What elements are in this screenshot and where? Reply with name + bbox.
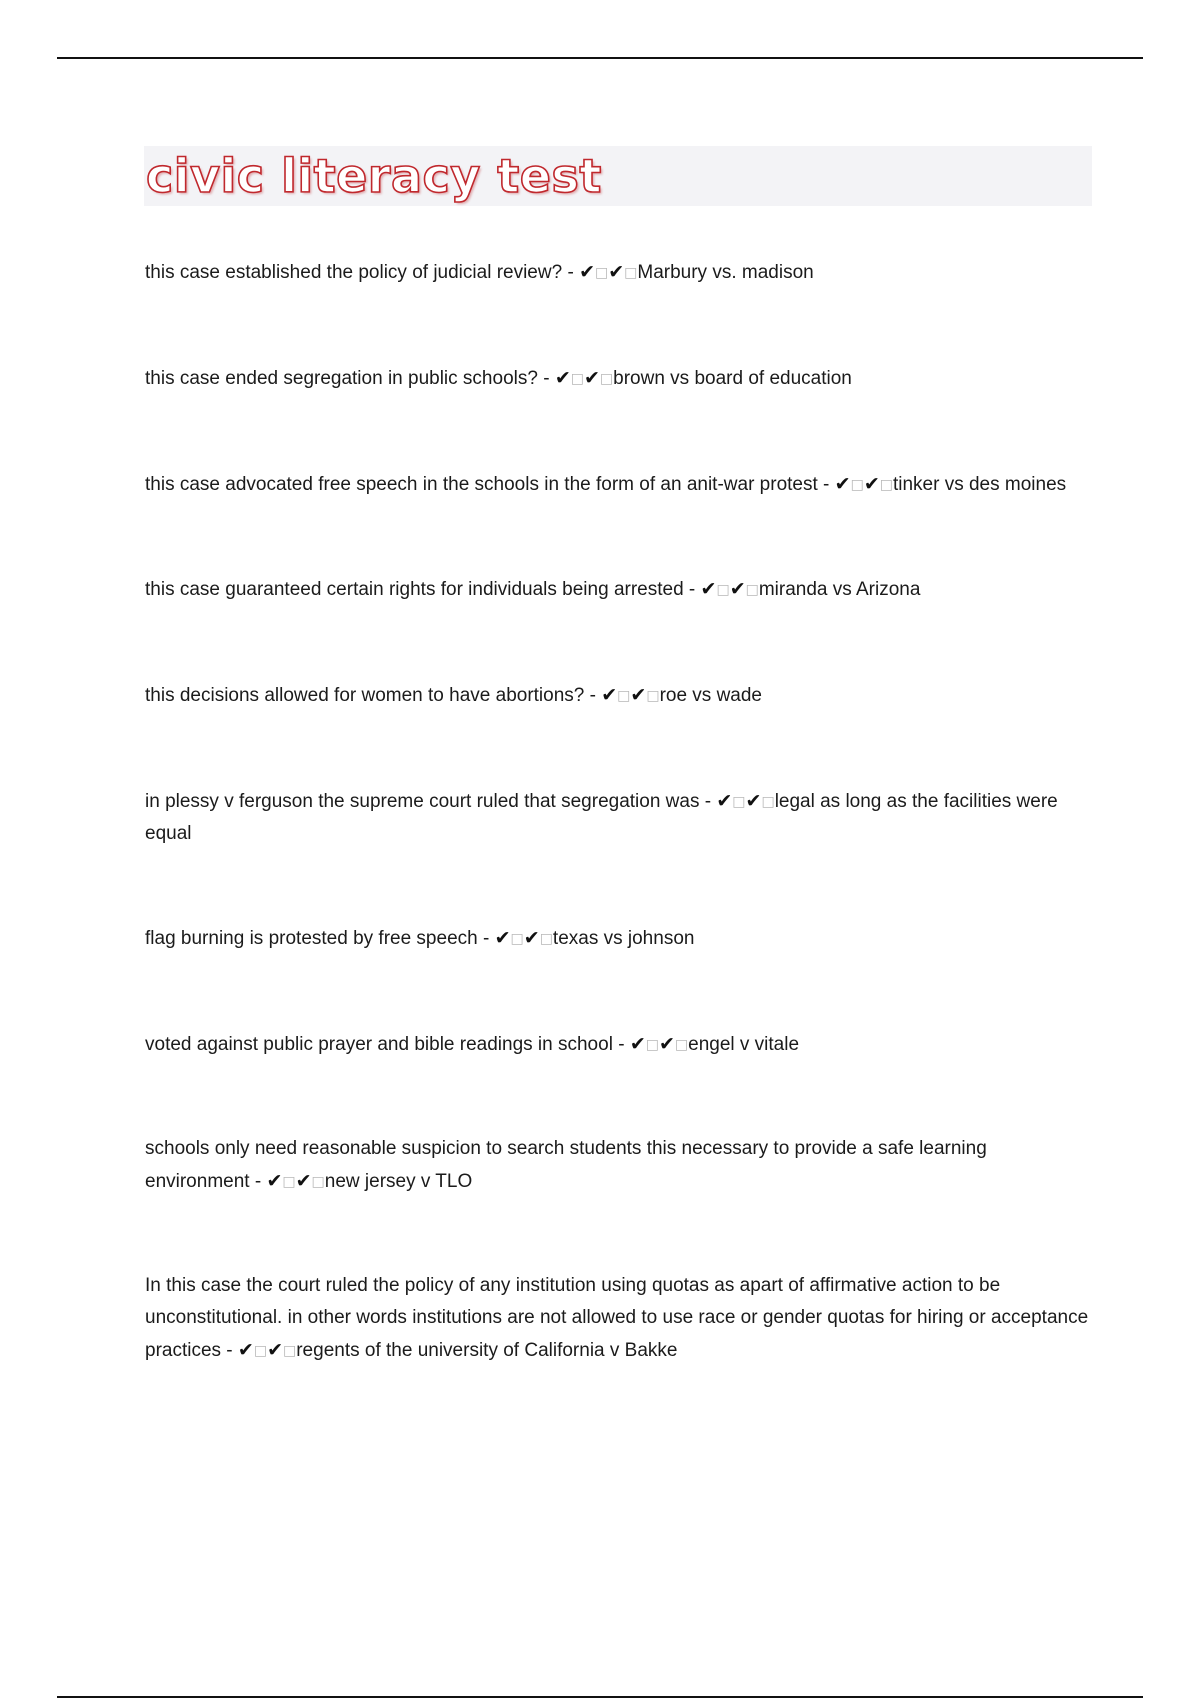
empty-box-icon: □ [594, 265, 609, 281]
top-rule [57, 57, 1143, 59]
checkmark-icon: ✔ [266, 1170, 283, 1192]
separator: - [562, 262, 580, 283]
checkmark-icon: ✔ [583, 367, 600, 389]
empty-box-icon: □ [646, 688, 660, 704]
separator: - [683, 579, 701, 600]
checkmark-icon: ✔ [554, 367, 571, 389]
checkmark-icon: ✔ [629, 1033, 646, 1055]
checkmark-icon: ✔ [716, 790, 733, 812]
answer-text: regents of the university of California v Bakke [296, 1340, 678, 1361]
empty-box-icon: □ [617, 688, 631, 704]
qa-item [145, 362, 1090, 395]
separator: - [612, 1034, 630, 1055]
empty-box-icon: □ [761, 794, 775, 810]
empty-box-icon: □ [745, 582, 759, 598]
question-text: in plessy v ferguson the supreme court ruled that segregation was [145, 791, 700, 812]
qa-item [145, 785, 1090, 850]
question-text: In this case the court ruled the policy of any institution using quotas as apart of affirmative action to be unconstitutional. in other words institutions are not allowed to use race or gender quotas for hiring or acceptance practices [145, 1275, 1089, 1361]
question-text: this case advocated free speech in the schools in the form of an anit-war protest [145, 474, 818, 495]
answer-text: texas vs johnson [552, 928, 695, 949]
checkmark-icon: ✔ [494, 927, 511, 949]
empty-box-icon: □ [624, 265, 638, 281]
empty-box-icon: □ [850, 477, 864, 493]
answer-text: Marbury vs. madison [637, 262, 814, 283]
question-text: this case guaranteed certain rights for individuals being arrested [145, 579, 684, 600]
separator: - [584, 685, 602, 706]
question-text: this decisions allowed for women to have abortions? [145, 685, 585, 706]
question-text: this case established the policy of judicial review? [145, 262, 563, 283]
separator: - [699, 791, 717, 812]
separator: - [817, 474, 835, 495]
separator: - [537, 368, 555, 389]
empty-box-icon: □ [879, 477, 893, 493]
empty-box-icon: □ [283, 1343, 297, 1359]
checkmark-icon: ✔ [700, 578, 717, 600]
checkmark-icon: ✔ [729, 578, 746, 600]
question-text: this case ended segregation in public schools? [145, 368, 538, 389]
qa-item [145, 922, 1090, 955]
checkmark-icon: ✔ [745, 790, 762, 812]
qa-item [145, 1133, 1090, 1198]
checkmark-icon: ✔ [267, 1339, 283, 1361]
separator: - [221, 1340, 238, 1361]
answer-text: legal as long as the facilities were equal [145, 791, 1058, 844]
answer-text: new jersey v TLO [324, 1171, 473, 1192]
empty-box-icon: □ [510, 931, 524, 947]
answer-text: tinker vs des moines [892, 474, 1067, 495]
empty-box-icon: □ [599, 371, 614, 387]
question-text: flag burning is protested by free speech [145, 928, 478, 949]
answer-text: brown vs board of education [613, 368, 852, 389]
checkmark-icon: ✔ [601, 684, 618, 706]
separator: - [249, 1171, 267, 1192]
empty-box-icon: □ [539, 931, 553, 947]
empty-box-icon: □ [282, 1174, 296, 1190]
checkmark-icon: ✔ [523, 927, 540, 949]
empty-box-icon: □ [570, 371, 584, 387]
question-list [145, 256, 1090, 1367]
empty-box-icon: □ [645, 1037, 659, 1053]
checkmark-icon: ✔ [658, 1033, 675, 1055]
answer-text: miranda vs Arizona [758, 579, 921, 600]
checkmark-icon: ✔ [630, 684, 647, 706]
checkmark-icon: ✔ [237, 1339, 254, 1361]
qa-item [145, 256, 1090, 289]
checkmark-icon: ✔ [579, 261, 595, 283]
empty-box-icon: □ [311, 1174, 325, 1190]
empty-box-icon: □ [716, 582, 730, 598]
document-title: civic literacy test [146, 149, 602, 203]
qa-item [145, 679, 1090, 712]
empty-box-icon: □ [253, 1343, 268, 1359]
qa-item [145, 468, 1090, 501]
question-text: voted against public prayer and bible readings in school [145, 1034, 613, 1055]
answer-text: engel v vitale [688, 1034, 800, 1055]
qa-item [145, 573, 1090, 606]
question-text: schools only need reasonable suspicion to search students this necessary to provide a safe learning environment [145, 1138, 987, 1192]
qa-item [145, 1270, 1090, 1367]
qa-item [145, 1028, 1090, 1061]
checkmark-icon: ✔ [863, 473, 880, 495]
empty-box-icon: □ [674, 1037, 689, 1053]
answer-text: roe vs wade [659, 685, 763, 706]
separator: - [477, 928, 495, 949]
checkmark-icon: ✔ [834, 473, 851, 495]
checkmark-icon: ✔ [608, 261, 625, 283]
checkmark-icon: ✔ [295, 1170, 312, 1192]
empty-box-icon: □ [732, 794, 746, 810]
bottom-rule [57, 1696, 1143, 1698]
